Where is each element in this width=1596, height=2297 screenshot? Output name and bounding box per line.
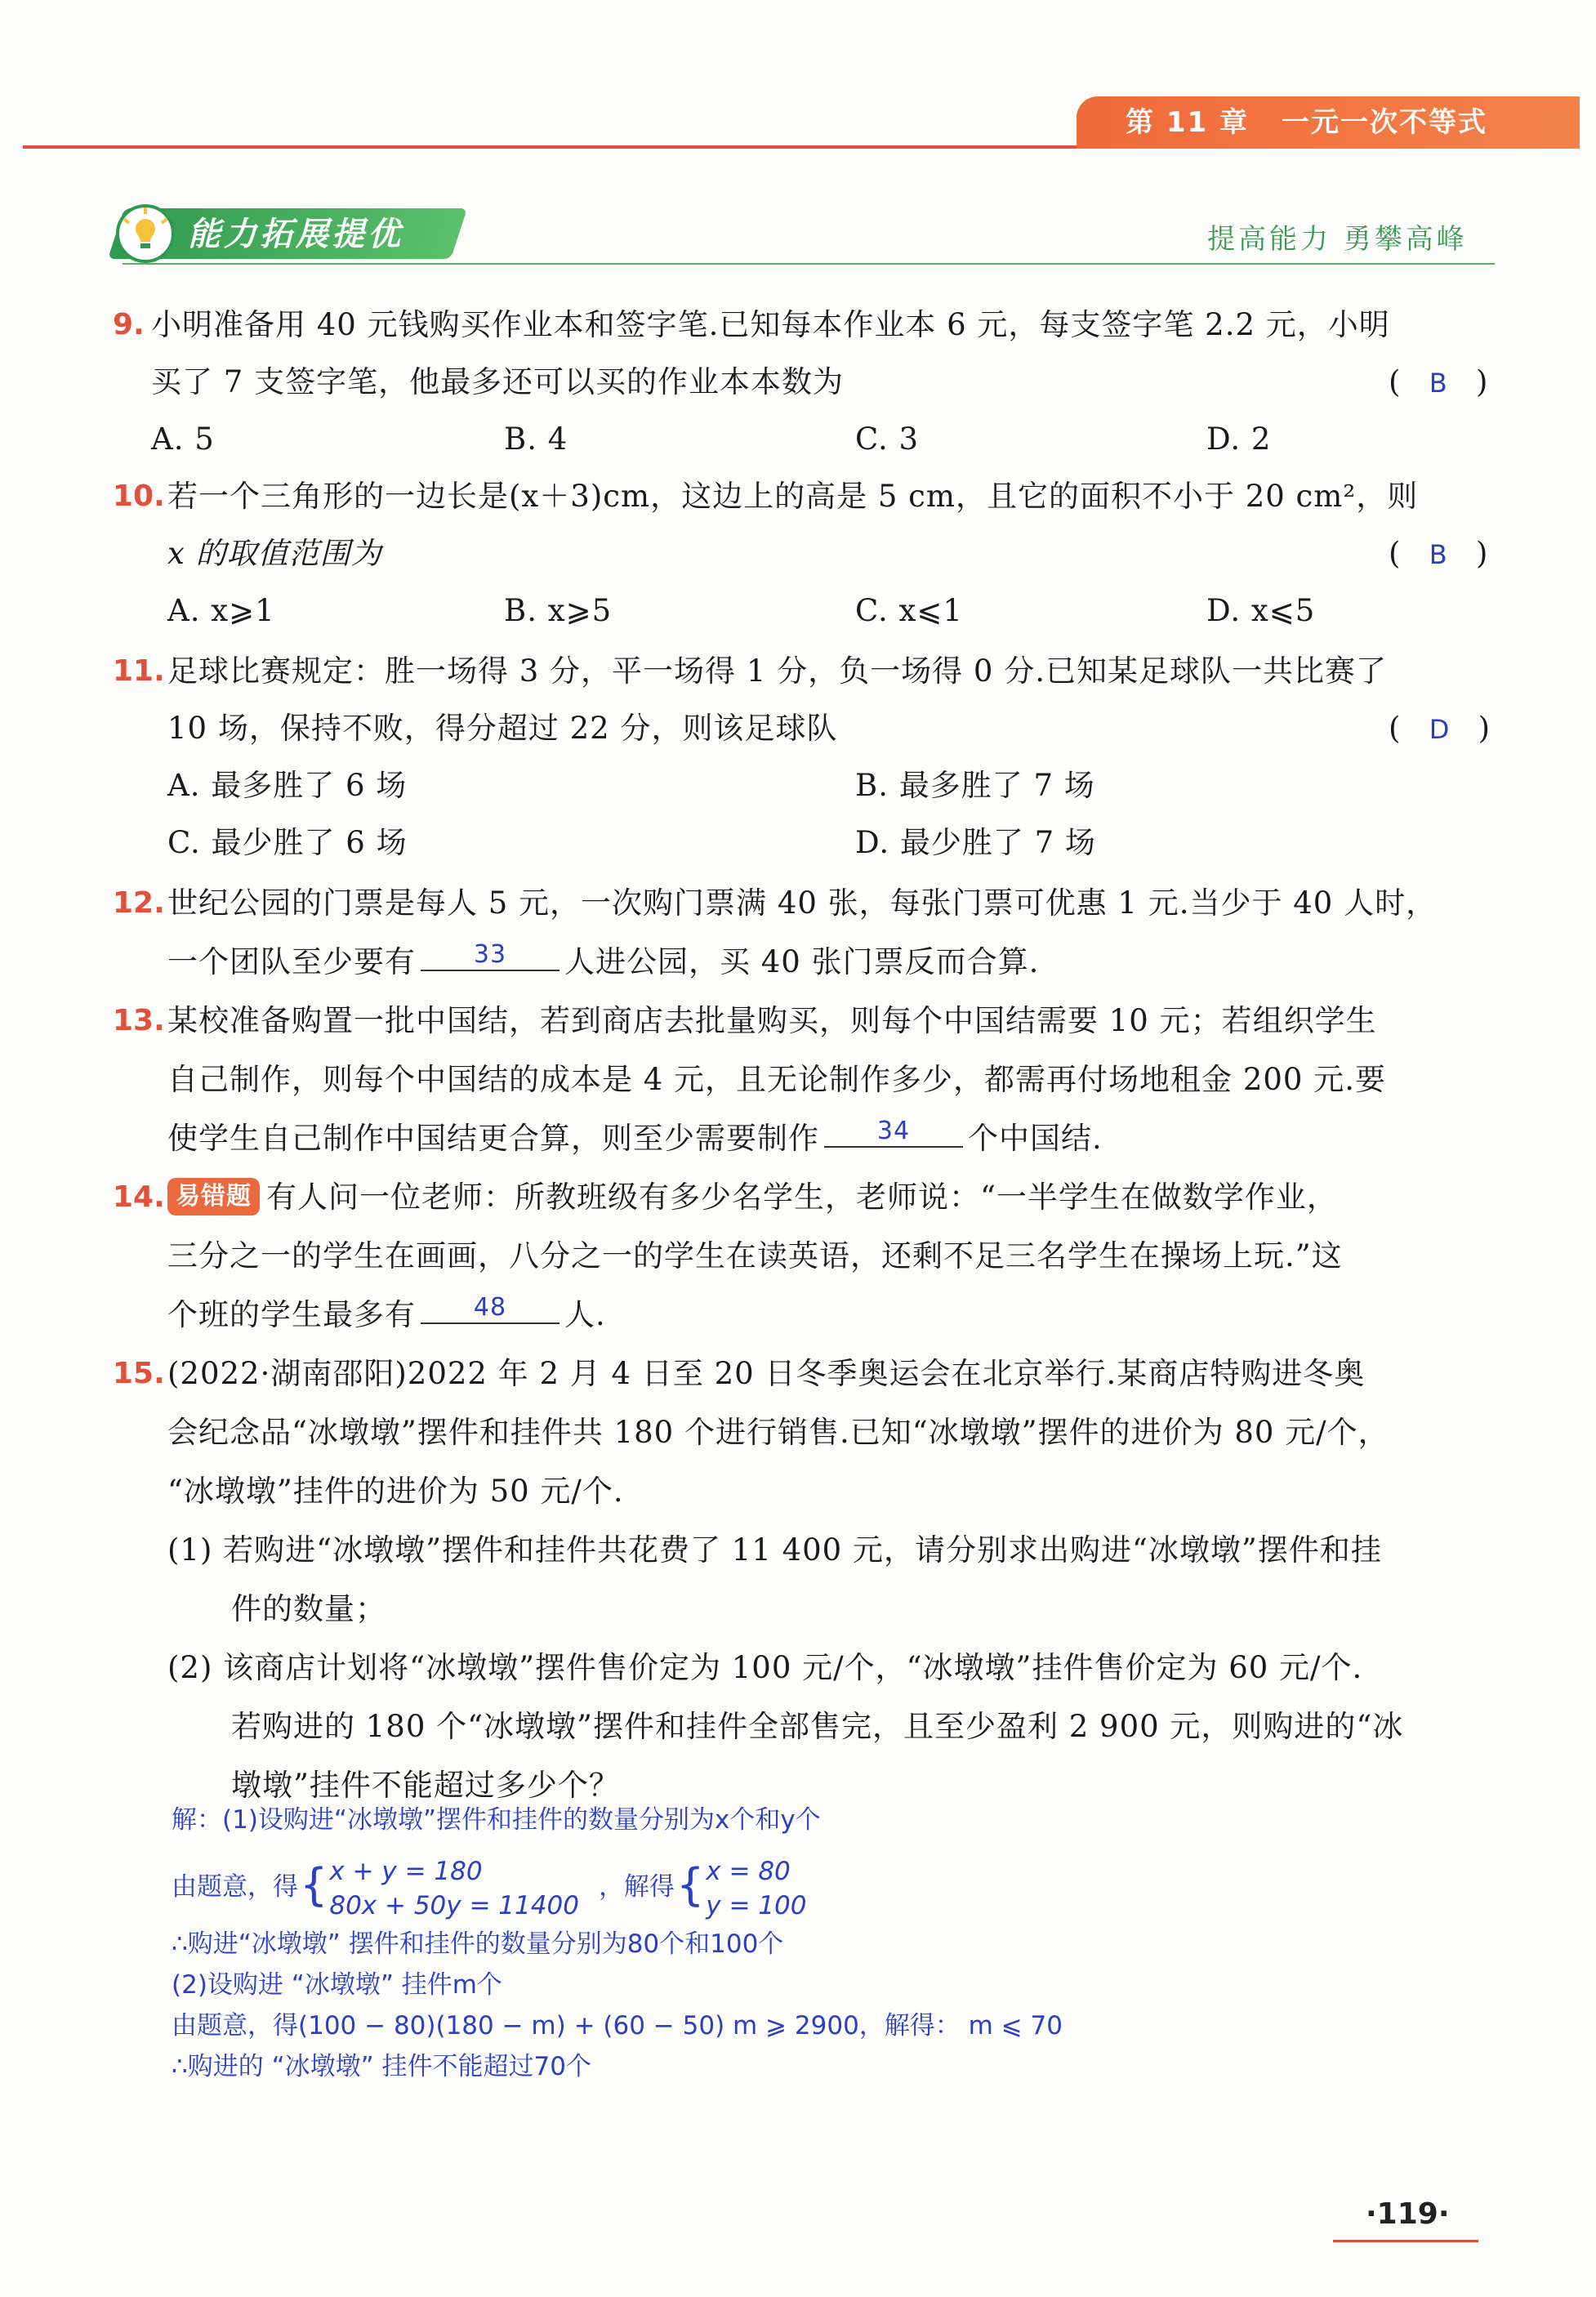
error-prone-badge: 易错题 bbox=[167, 1178, 260, 1215]
solution-line: 解：(1)设购进“冰墩墩”摆件和挂件的数量分别为x个和y个 bbox=[172, 1805, 821, 1835]
question-text: 买了 7 支签字笔，他最多还可以买的作业本本数为 bbox=[151, 364, 845, 399]
fill-blank-answer: 33 bbox=[421, 940, 559, 971]
text-segment: 个班的学生最多有 bbox=[167, 1297, 416, 1332]
question-text: 小明准备用 40 元钱购买作业本和签字笔.已知每本作业本 6 元，每支签字笔 2.2 元，小明 bbox=[151, 307, 1390, 342]
equation: y = 100 bbox=[706, 1890, 807, 1920]
text-segment: 使学生自己制作中国结更合算，则至少需要制作 bbox=[167, 1121, 819, 1156]
subquestion-1: 件的数量； bbox=[231, 1591, 386, 1626]
equation: x = 80 bbox=[706, 1856, 791, 1886]
option-d: D. x⩽5 bbox=[1206, 593, 1316, 628]
solution-line: (2)设购进 “冰墩墩” 挂件m个 bbox=[172, 1970, 502, 2000]
question-text: 10 场，保持不败，得分超过 22 分，则该足球队 bbox=[167, 711, 838, 746]
question-number: 14. bbox=[113, 1180, 165, 1214]
question-text bbox=[167, 933, 1039, 992]
solution-line bbox=[172, 1848, 807, 1925]
question-text: 自己制作，则每个中国结的成本是 4 元，且无论制作多少，都需再付场地租金 200 元.要 bbox=[167, 1062, 1386, 1097]
question-number: 12. bbox=[113, 886, 165, 920]
text-segment: 有人问一位老师：所教班级有多少名学生，老师说：“一半学生在做数学作业， bbox=[266, 1180, 1338, 1215]
chapter-number: 第 11 章 bbox=[1126, 106, 1249, 139]
text-segment: ，解得 bbox=[598, 1872, 675, 1902]
brace-icon: { bbox=[675, 1859, 705, 1911]
solution-line: 由题意，得(100 − 80)(180 − m) + (60 − 50) m ⩾ 2900，解得： m ⩽ 70 bbox=[172, 2011, 1063, 2041]
question-text bbox=[167, 1168, 1338, 1227]
question-text: 某校准备购置一批中国结，若到商店去批量购买，则每个中国结需要 10 元；若组织学生 bbox=[167, 1003, 1377, 1038]
question-number: 10. bbox=[113, 479, 165, 513]
option-a: A. 最多胜了 6 场 bbox=[167, 768, 408, 803]
answer-bracket: ( B ) bbox=[1389, 536, 1488, 571]
subquestion-2: 墩墩”挂件不能超过多少个？ bbox=[231, 1768, 620, 1803]
option-c: C. 3 bbox=[855, 421, 920, 457]
option-c: C. x⩽1 bbox=[855, 593, 963, 628]
fill-blank-answer: 48 bbox=[421, 1293, 559, 1324]
text-segment: 个中国结. bbox=[968, 1121, 1103, 1156]
solution-line: ∴购进的 “冰墩墩” 挂件不能超过70个 bbox=[172, 2052, 591, 2081]
question-number: 13. bbox=[113, 1004, 165, 1037]
answer-choice: D bbox=[1429, 714, 1450, 745]
page-number-rule bbox=[1333, 2240, 1478, 2242]
option-b: B. x⩾5 bbox=[504, 593, 613, 628]
question-number: 11. bbox=[113, 654, 165, 688]
option-b: B. 最多胜了 7 场 bbox=[855, 768, 1095, 803]
option-d: D. 2 bbox=[1206, 421, 1272, 457]
subquestion-2: (2) 该商店计划将“冰墩墩”摆件售价定为 100 元/个，“冰墩墩”挂件售价定为 60 元/个. bbox=[167, 1650, 1363, 1685]
page-number: ·119· bbox=[1366, 2197, 1450, 2231]
option-a: A. x⩾1 bbox=[167, 593, 275, 628]
question-text: x 的取值范围为 bbox=[167, 536, 382, 571]
question-text: 世纪公园的门票是每人 5 元，一次购门票满 40 张，每张门票可优惠 1 元.当少于 40 人时， bbox=[167, 885, 1438, 921]
option-a: A. 5 bbox=[151, 421, 215, 457]
text-segment: 由题意，得 bbox=[172, 1872, 298, 1902]
equation: 80x + 50y = 11400 bbox=[329, 1890, 579, 1920]
question-text: (2022·湖南邵阳)2022 年 2 月 4 日至 20 日冬季奥运会在北京举行.某商店特购进冬奥 bbox=[167, 1356, 1366, 1391]
equation-system bbox=[706, 1854, 806, 1923]
answer-bracket: ( B ) bbox=[1389, 364, 1488, 399]
text-segment: 人. bbox=[564, 1297, 606, 1332]
question-text: 三分之一的学生在画画，八分之一的学生在读英语，还剩不足三名学生在操场上玩.”这 bbox=[167, 1238, 1343, 1273]
section-rule bbox=[123, 263, 1495, 265]
brace-icon: { bbox=[300, 1859, 328, 1911]
chapter-tab bbox=[1077, 96, 1580, 149]
equation: x + y = 180 bbox=[329, 1856, 483, 1886]
equation-system bbox=[329, 1854, 579, 1923]
option-b: B. 4 bbox=[504, 421, 568, 457]
solution-line: ∴购进“冰墩墩” 摆件和挂件的数量分别为80个和100个 bbox=[172, 1929, 784, 1959]
question-text: “冰墩墩”挂件的进价为 50 元/个. bbox=[167, 1474, 624, 1509]
question-number: 9. bbox=[113, 308, 145, 341]
question-text bbox=[167, 1109, 1103, 1168]
subquestion-1: (1) 若购进“冰墩墩”摆件和挂件共花费了 11 400 元，请分别求出购进“冰墩墩”摆件和挂 bbox=[167, 1532, 1382, 1568]
answer-bracket: ( D ) bbox=[1389, 711, 1491, 746]
fill-blank-answer: 34 bbox=[824, 1117, 963, 1148]
question-text: 会纪念品“冰墩墩”摆件和挂件共 180 个进行销售.已知“冰墩墩”摆件的进价为 80 元/个， bbox=[167, 1415, 1389, 1450]
answer-choice: B bbox=[1429, 539, 1447, 570]
lightbulb-icon bbox=[113, 201, 178, 266]
section-banner-title: 能力拓展提优 bbox=[188, 216, 403, 253]
subquestion-2: 若购进的 180 个“冰墩墩”摆件和挂件全部售完，且至少盈利 2 900 元，则购进的“冰 bbox=[231, 1709, 1404, 1744]
chapter-title: 一元一次不等式 bbox=[1282, 106, 1487, 139]
text-segment: 人进公园，买 40 张门票反而合算. bbox=[564, 944, 1040, 979]
question-number: 15. bbox=[113, 1357, 165, 1390]
question-text: 若一个三角形的一边长是(x＋3)cm，这边上的高是 5 cm，且它的面积不小于 20 cm²，则 bbox=[167, 479, 1419, 514]
text-segment: 一个团队至少要有 bbox=[167, 944, 416, 979]
section-motto: 提高能力 勇攀高峰 bbox=[1207, 223, 1468, 256]
option-c: C. 最少胜了 6 场 bbox=[167, 825, 408, 860]
header-rule bbox=[23, 145, 1085, 149]
question-text: 足球比赛规定：胜一场得 3 分，平一场得 1 分，负一场得 0 分.已知某足球队一共比赛了 bbox=[167, 653, 1387, 689]
answer-choice: B bbox=[1429, 368, 1447, 399]
option-d: D. 最少胜了 7 场 bbox=[855, 825, 1096, 860]
question-text bbox=[167, 1286, 606, 1345]
